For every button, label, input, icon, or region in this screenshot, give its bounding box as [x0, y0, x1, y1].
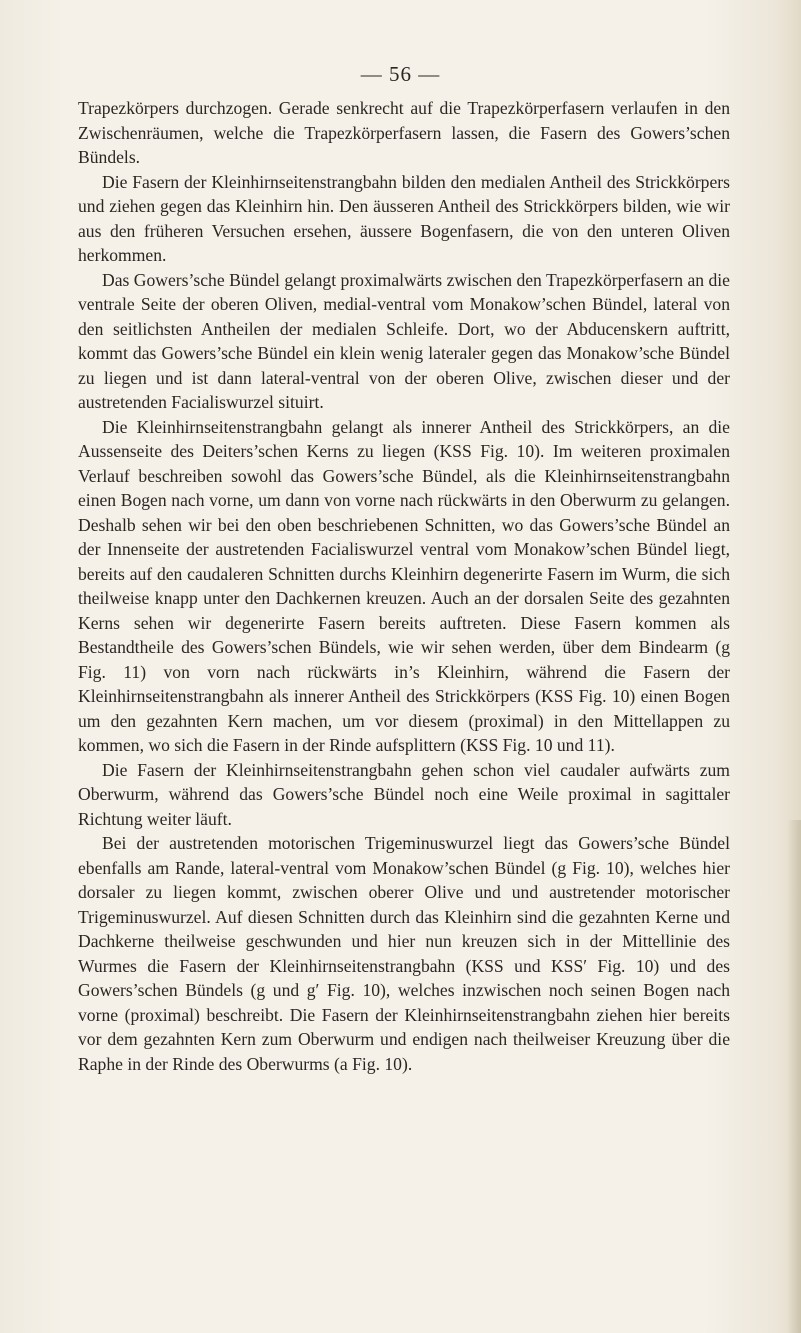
paragraph-3: Das Gowers’sche Bündel gelangt proximalwärts zwischen den Trapezkörperfasern an die ventrale Seite der oberen Oliven, medial-ventral vom Monakow’schen Bündel, lateral von den seitlichsten Antheilen der medialen Schleife. Dort, wo der Abducenskern auftritt, kommt das Gowers’sche Bündel ein klein wenig lateraler gegen das Monakow’sche Bündel zu liegen und ist dann lateral-ventral von der oberen Olive, zwischen dieser und der austretenden Facialiswurzel situirt. [78, 269, 730, 412]
paragraph-2: Die Fasern der Kleinhirnseitenstrangbahn bilden den medialen Antheil des Strickkörpers und ziehen gegen das Kleinhirn hin. Den äusseren Antheil des Strickkörpers bilden, wie wir aus den früheren Versuchen ersehen, äussere Bogenfasern, die von den unteren Oliven herkommen. [78, 171, 730, 265]
page-edge-shadow [787, 820, 801, 1333]
paragraph-1: Trapezkörpers durchzogen. Gerade senkrecht auf die Trapezkörperfasern verlaufen in den Zwischenräumen, welche die Trapezkörperfasern lassen, die Fasern des Gowers’schen Bündels. [78, 98, 730, 167]
paragraph-6: Bei der austretenden motorischen Trigeminuswurzel liegt das Gowers’sche Bündel ebenfalls am Rande, lateral-ventral vom Monakow’schen Bündel (g Fig. 10), welches hier dorsaler zu liegen kommt, zwischen oberer Olive und und austretender motorischer Trigeminuswurzel. Auf diesen Schnitten durch das Kleinhirn sind die gezahnten Kerne und Dachkerne theilweise geschwunden und hier nun kreuzen sich in der Mittellinie des Wurmes die Fasern der Kleinhirnseitenstrangbahn (KSS und KSS′ Fig. 10) und des Gowers’schen Bündels (g und g′ Fig. 10), welches inzwischen noch seinen Bogen nach vorne (proximal) beschreibt. Die Fasern der Kleinhirnseitenstrangbahn ziehen hier bereits vor dem gezahnten Kern zum Oberwurm und endigen nach theilweiser Kreuzung über die Raphe in der Rinde des Oberwurms (a Fig. 10). [78, 833, 730, 1074]
paragraph-5: Die Fasern der Kleinhirnseitenstrangbahn gehen schon viel caudaler aufwärts zum Oberwurm, während das Gowers’sche Bündel noch eine Weile proximal in sagittaler Richtung weiter läuft. [78, 759, 730, 829]
page-number: — 56 — [360, 62, 441, 86]
body-text [78, 96, 730, 1076]
paragraph-4: Die Kleinhirnseitenstrangbahn gelangt als innerer Antheil des Strickkörpers, an die Aussenseite des Deiters’schen Kerns zu liegen (KSS Fig. 10). Im weiteren proximalen Verlauf beschreiben sowohl das Gowers’sche Bündel, als die Kleinhirnseitenstrangbahn einen Bogen nach vorne, um dann von vorne nach rückwärts in den Oberwurm zu gelangen. Deshalb sehen wir bei den oben beschriebenen Schnitten, wo das Gowers’sche Bündel an der Innenseite der austretenden Facialiswurzel ventral vom Monakow’schen Bündel liegt, bereits auf den caudaleren Schnitten durchs Kleinhirn degenerirte Fasern im Wurm, die sich theilweise knapp unter den Dachkernen kreuzen. Auch an der dorsalen Seite des gezahnten Kerns sehen wir degenerirte Fasern bereits auftreten. Diese Fasern kommen als Bestandtheile des Gowers’schen Bündels, wie wir sehen werden, über dem Bindearm (g Fig. 11) von vorn nach rückwärts in’s Kleinhirn, während die Fasern der Kleinhirnseitenstrangbahn als innerer Antheil des Strickkörpers (KSS Fig. 10) einen Bogen um den gezahnten Kern machen, um vor diesem (proximal) in den Mittellappen zu kommen, wo sich die Fasern in der Rinde aufsplittern (KSS Fig. 10 und 11). [78, 416, 730, 755]
